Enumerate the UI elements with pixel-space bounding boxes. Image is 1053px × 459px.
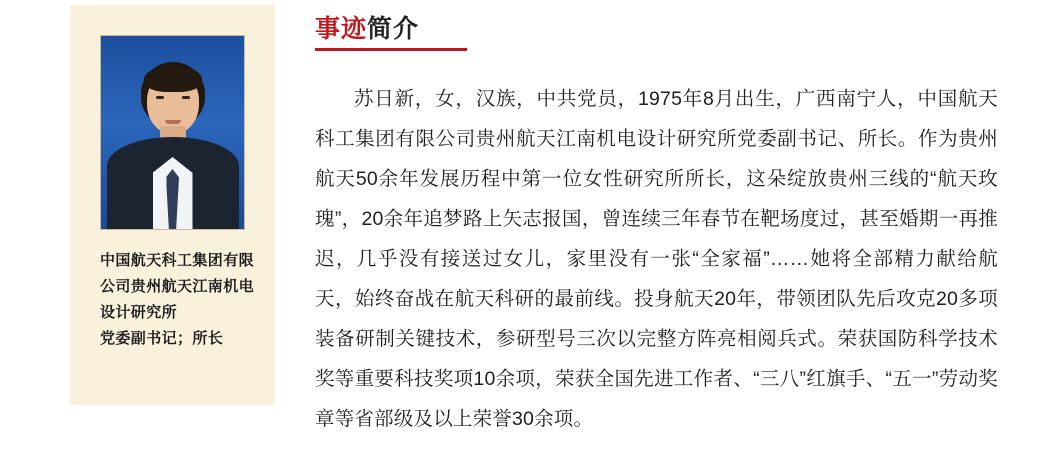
page-title [315, 14, 467, 44]
heading-underline [315, 48, 467, 51]
profile-caption [100, 248, 255, 352]
profile-caption-line: 公司贵州航天江南机电 [100, 278, 255, 295]
page-title-accent: 事迹 [315, 15, 368, 43]
section-heading [315, 14, 467, 59]
profile-card [70, 5, 275, 405]
article-section [275, 0, 1053, 459]
profile-caption-line: 中国航天科工集团有限 [100, 252, 255, 269]
page-title-rest: 简介 [367, 15, 420, 43]
portrait-eye-right [182, 96, 190, 99]
article-body: 苏日新，女，汉族，中共党员，1975年8月出生，广西南宁人，中国航天科工集团有限公司贵州航天江南机电设计研究所党委副书记、所长。作为贵州航天50余年发展历程中第一位女性研究所所长，这朵绽放贵州三线的“航天玫瑰”，20余年追梦路上矢志报国，曾连续三年春节在靶场度过，甚至婚期一再推迟，几乎没有接送过女儿，家里没有一张“全家福”……她将全部精力献给航天，始终奋战在航天科研的最前线。投身航天20年，带领团队先后攻克20多项装备研制关键技术，参研型号三次以完整方阵亮相阅兵式。荣获国防科学技术奖等重要科技奖项10余项，荣获全国先进工作者、“三八”红旗手、“五一”劳动奖章等省部级及以上荣誉30余项。 [315, 88, 998, 430]
portrait-mouth [165, 120, 181, 124]
portrait-eye-left [156, 96, 164, 99]
portrait-photo [100, 35, 245, 230]
profile-caption-line: 设计研究所 [100, 304, 178, 321]
profile-caption-line: 党委副书记；所长 [100, 330, 224, 347]
portrait-fringe [144, 66, 202, 92]
